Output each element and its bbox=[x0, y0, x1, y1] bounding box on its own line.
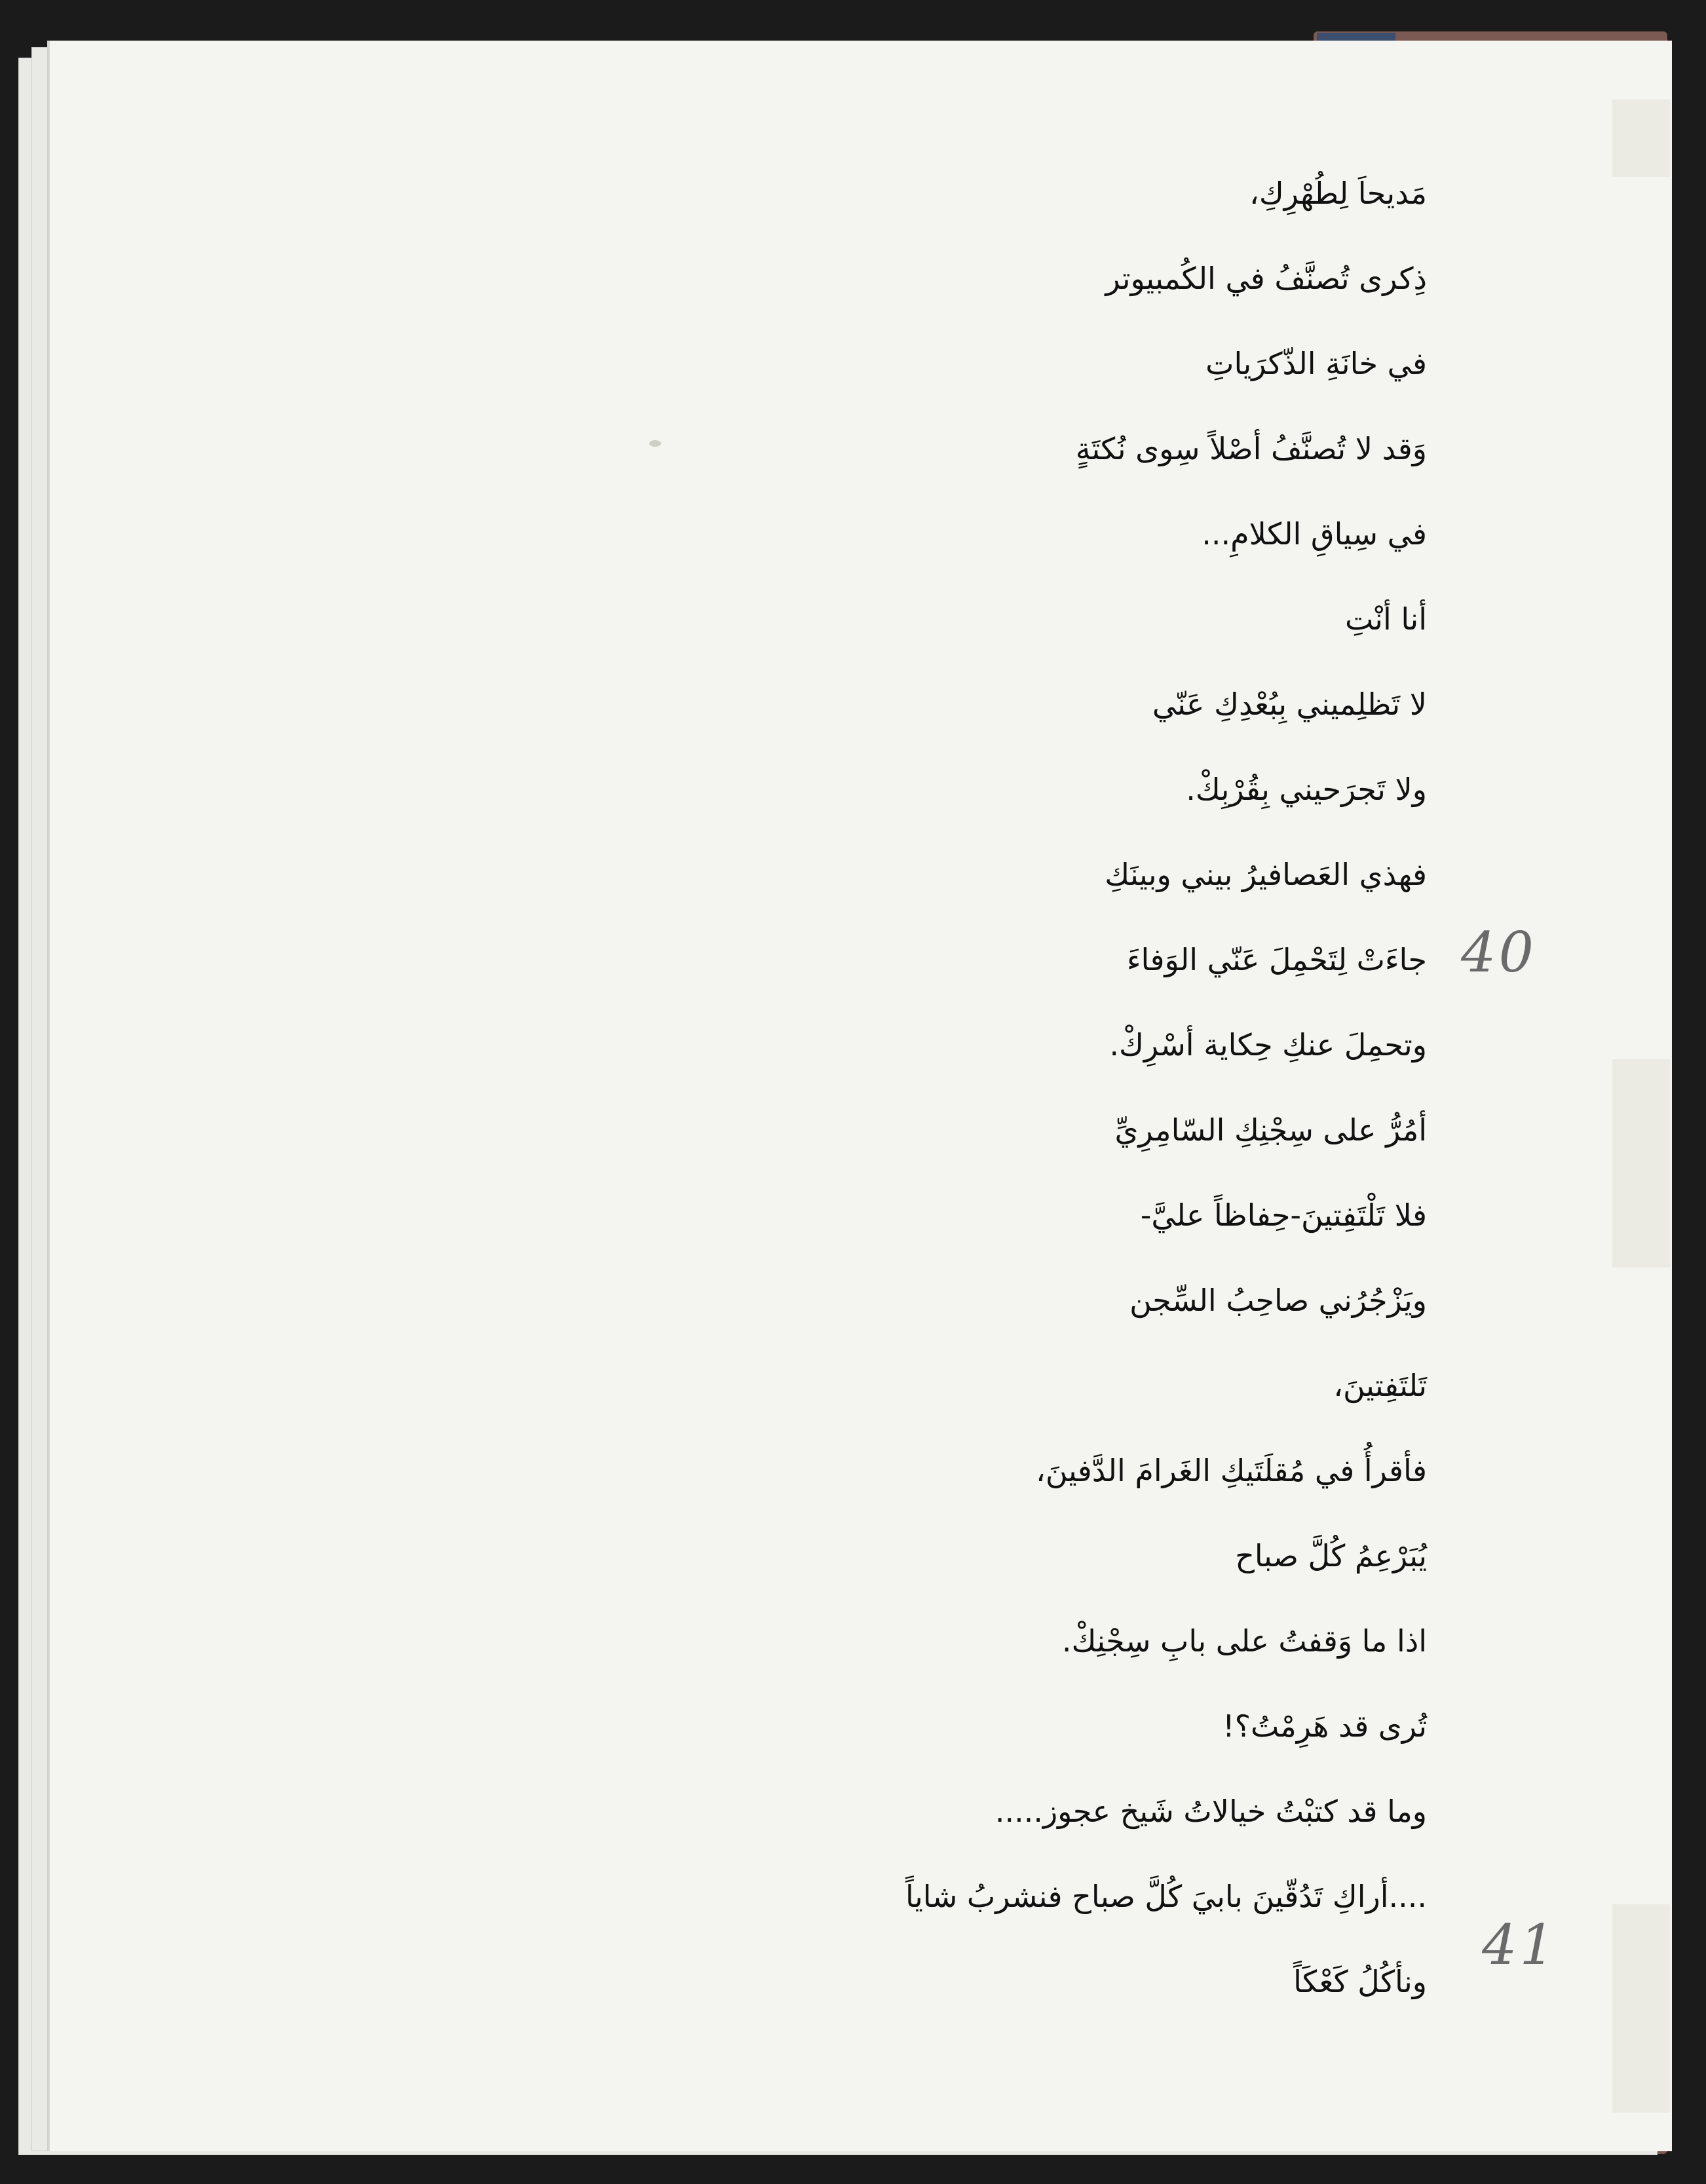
poem-line: ولا تَجرَحيني بِقُرْبِكْ. bbox=[1186, 772, 1427, 807]
poem-line: أمُرُّ على سِجْنِكِ السّامِرِيِّ bbox=[1114, 1112, 1427, 1148]
poem-line: ونأكُلُ كَعْكَاً bbox=[1293, 1964, 1427, 1999]
poem-line: وما قد كتبْتُ خيالاتُ شَيخ عجوز..... bbox=[995, 1794, 1427, 1829]
page-tab bbox=[1612, 1904, 1670, 2113]
poem-line: اذا ما وَقفتُ على بابِ سِجْنِكْ. bbox=[1061, 1623, 1427, 1659]
page-tab bbox=[1612, 100, 1670, 177]
poem-line: لا تَظلِميني بِبُعْدِكِ عَنّي bbox=[1152, 687, 1427, 722]
poem-line: فهذي العَصافيرُ بيني وبينَكِ bbox=[1105, 857, 1427, 892]
handwritten-page-number: 41 bbox=[1482, 1913, 1557, 1977]
poem-line: فأقرأُ في مُقلَتَيكِ الغَرامَ الدَّفينَ، bbox=[1036, 1453, 1427, 1488]
poem-line: ذِكرى تُصنَّفُ في الكُمبيوتر bbox=[1105, 261, 1427, 296]
poem-line: ....أراكِ تَدُقّينَ بابيَ كُلَّ صباح فنشربُ شاياً bbox=[905, 1879, 1427, 1914]
poem-text bbox=[694, 151, 1427, 2024]
poem-line: مَديحاَ لِطُهْرِكِ، bbox=[1249, 176, 1427, 211]
poem-line: ويَزْجُرُني صاحِبُ السِّجن bbox=[1129, 1283, 1427, 1318]
poem-line: تُرى قد هَرِمْتُ؟! bbox=[1223, 1708, 1427, 1744]
poem-line: وَقد لا تُصنَّفُ أصْلاً سِوى نُكتَةٍ bbox=[1075, 431, 1427, 466]
handwritten-page-number: 40 bbox=[1461, 920, 1536, 985]
poem-line: تَلتَفِتينَ، bbox=[1333, 1368, 1427, 1403]
poem-line: أنا أنْتِ bbox=[1345, 601, 1427, 637]
poem-line: في سِياقِ الكلامِ... bbox=[1202, 516, 1427, 552]
poem-line: يُبَرْعِمُ كُلَّ صباح bbox=[1235, 1538, 1427, 1573]
page-tab bbox=[1612, 1059, 1670, 1268]
poem-line: فلا تَلْتَفِتينَ-حِفاظاً عليَّ- bbox=[1140, 1197, 1427, 1233]
poem-line: جاءَتْ لِتَحْمِلَ عَنّي الوَفاءَ bbox=[1126, 942, 1427, 977]
poem-line: في خانَةِ الذّكرَياتِ bbox=[1205, 346, 1427, 381]
poem-line: وتحمِلَ عنكِ حِكاية أسْرِكْ. bbox=[1109, 1027, 1427, 1063]
page-mark bbox=[649, 440, 661, 447]
